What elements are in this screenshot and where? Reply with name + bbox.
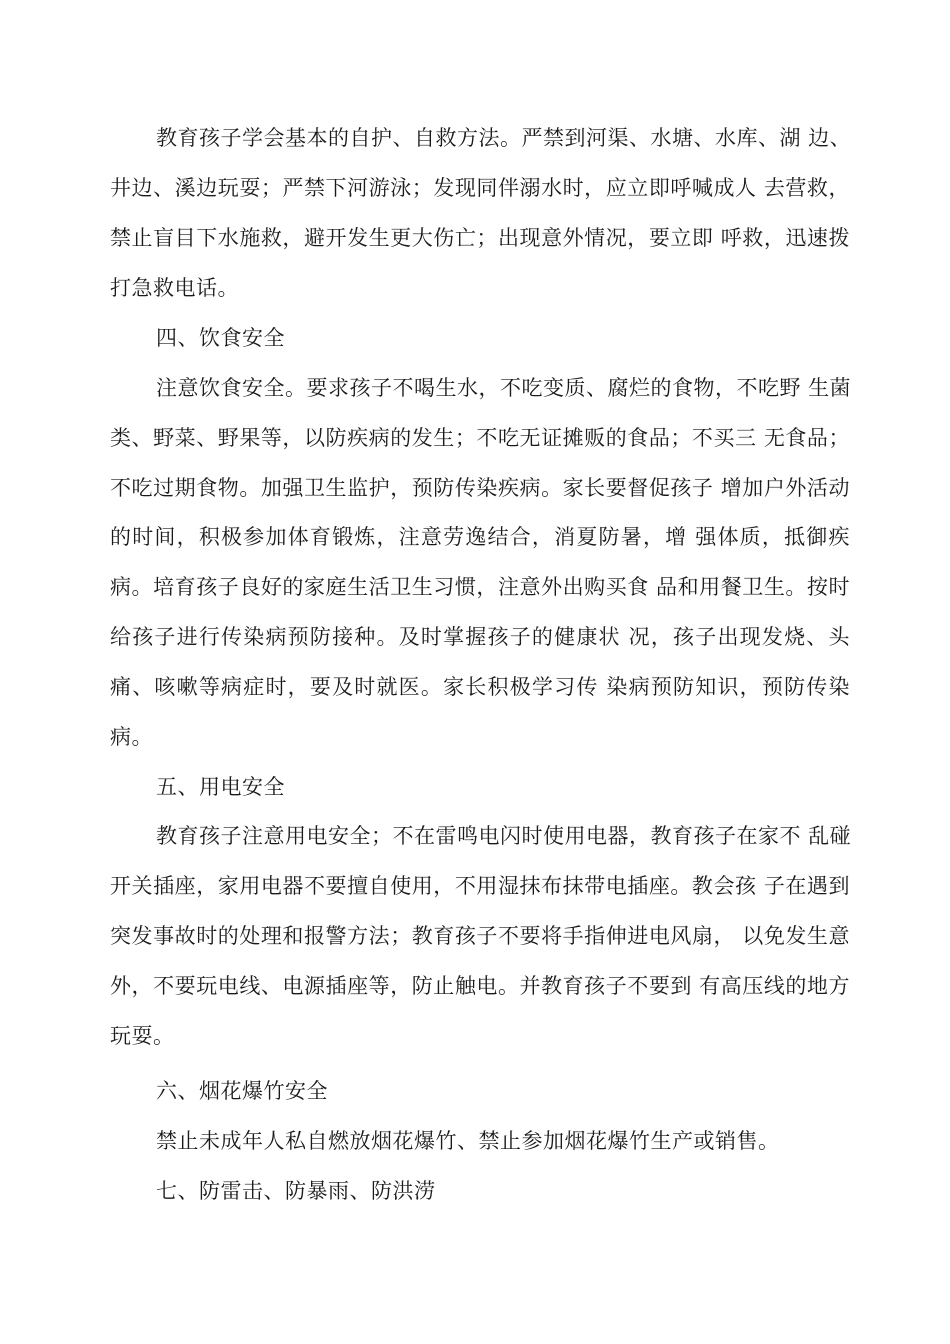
paragraph-line: 痛、咳嗽等病症时，要及时就医。家长积极学习传 染病预防知识，预防传染 <box>110 675 850 699</box>
paragraph-line: 突发事故时的处理和报警方法；教育孩子不要将手指伸进电风扇， 以免发生意 <box>110 924 850 948</box>
paragraph-line: 玩耍。 <box>110 1024 175 1048</box>
paragraph-line: 井边、溪边玩耍；严禁下河游泳；发现同伴溺水时，应立即呼喊成人 去营救， <box>110 176 850 200</box>
paragraph-line: 的时间，积极参加体育锻炼，注意劳逸结合，消夏防暑，增 强体质，抵御疾 <box>110 525 850 549</box>
paragraph-line: 类、野菜、野果等，以防疾病的发生；不吃无证摊贩的食品；不买三 无食品； <box>110 426 850 450</box>
paragraph-line: 不吃过期食物。加强卫生监护，预防传染疾病。家长要督促孩子 增加户外活动 <box>110 476 850 500</box>
paragraph-line: 禁止未成年人私自燃放烟花爆竹、禁止参加烟花爆竹生产或销售。 <box>156 1129 780 1153</box>
paragraph-line: 教育孩子注意用电安全；不在雷鸣电闪时使用电器，教育孩子在家不 乱碰 <box>156 824 852 848</box>
section-heading: 七、防雷击、防暴雨、防洪涝 <box>156 1179 436 1203</box>
section-heading: 六、烟花爆竹安全 <box>156 1079 328 1103</box>
paragraph-line: 给孩子进行传染病预防接种。及时掌握孩子的健康状 况，孩子出现发烧、头 <box>110 625 850 649</box>
paragraph-line: 禁止盲目下水施救，避开发生更大伤亡；出现意外情况，要立即 呼救，迅速拨 <box>110 226 850 250</box>
paragraph-line: 外，不要玩电线、电源插座等，防止触电。并教育孩子不要到 有高压线的地方 <box>110 974 850 998</box>
paragraph-line: 打急救电话。 <box>110 276 239 300</box>
paragraph-line: 开关插座，家用电器不要擅自使用，不用湿抹布抹带电插座。教会孩 子在遇到 <box>110 874 850 898</box>
section-heading: 五、用电安全 <box>156 775 285 799</box>
paragraph-line: 病。 <box>110 725 153 749</box>
section-heading: 四、饮食安全 <box>156 326 285 350</box>
paragraph-line: 注意饮食安全。要求孩子不喝生水，不吃变质、腐烂的食物，不吃野 生菌 <box>156 376 852 400</box>
paragraph-line: 病。培育孩子良好的家庭生活卫生习惯，注意外出购买食 品和用餐卫生。按时 <box>110 575 850 599</box>
paragraph-line: 教育孩子学会基本的自护、自救方法。严禁到河渠、水塘、水库、湖 边、 <box>156 126 852 150</box>
